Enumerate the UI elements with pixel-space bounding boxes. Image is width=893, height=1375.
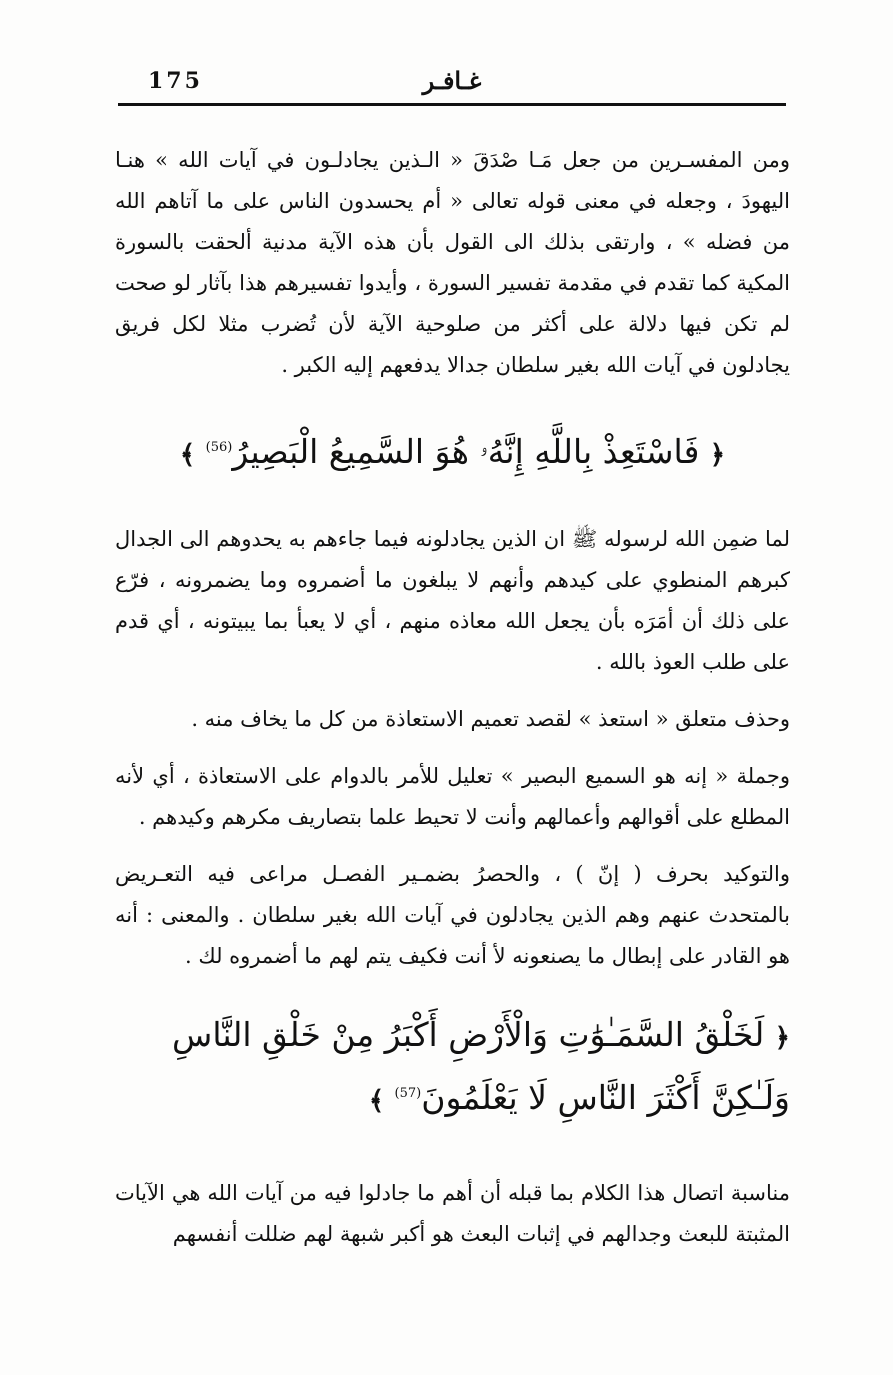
paragraph-6: مناسبة اتصال هذا الكلام بما قبله أن أهم ما جادلوا فيه من آيات الله هي الآيات المثبتة للبعث وجدالهم في إثبات البعث هو أكبر شبهة لهم ضللت أنفسهم xyxy=(115,1181,790,1246)
page-header xyxy=(118,60,786,106)
verse-57 xyxy=(115,1007,790,1129)
paragraph-2: لما ضمِن الله لرسوله ﷺ ان الذين يجادلونه فيما جاءهم به يحدوهم الى الجدال كبرهم المنطوي على كيدهم وأنهم لا يبلغون ما أضمروه وما يضمرونه ، فرّع على ذلك أن أمَرَه بأن يجعل الله معاذه منهم ، أي لا يعبأ بما يبيتونه ، أي قدم على طلب العوذ بالله . xyxy=(115,527,790,674)
paragraph-3: وحذف متعلق « استعذ » لقصد تعميم الاستعاذة من كل ما يخاف منه . xyxy=(191,707,790,731)
page-number: 175 xyxy=(148,68,203,94)
header-rule xyxy=(118,103,786,106)
running-title: غـافـر xyxy=(422,66,482,95)
verse-open-bracket: ﴿ xyxy=(709,440,726,470)
verse-footnote-number: (56) xyxy=(205,440,233,455)
verse-close-bracket: ﴾ xyxy=(179,440,196,470)
verse-close-bracket: ﴾ xyxy=(368,1086,385,1116)
paragraph-5: والتوكيد بحرف ( إنّ ) ، والحصرُ بضمـير الفصـل مراعى فيه التعـريض بالمتحدث عنهم وهم الذين يجادلون في آيات الله بغير سلطان . والمعنى : أنه هو القادر على إبطال ما يصنعونه لأ أنت فكيف يتم لهم ما أضمروه لك . xyxy=(115,862,790,968)
page-body xyxy=(115,140,790,1271)
verse-56 xyxy=(115,420,790,483)
paragraph-1: ومن المفسـرين من جعل مَـا صْدَقَ « الـذين يجادلـون في آيات الله » هنـا اليهودَ ، وجعله في معنى قوله تعالى « أم يحسدون الناس على ما آتاهم الله من فضله » ، وارتقى بذلك الى القول بأن هذه الآية مدنية ألحقت بالسورة المكية كما تقدم في مقدمة تفسير السورة ، وأيدوا تفسيرهم هذا بآثار لو صحت لم تكن فيها دلالة على أكثر من صلوحية الآية لأن تُضرب مثلا لكل فريق يجادلون في آيات الله بغير سلطان جدالا يدفعهم إليه الكبر . xyxy=(115,148,790,377)
verse-text: لَخَلْقُ السَّمَـٰوَٰتِ وَالْأَرْضِ أَكْبَرُ مِنْ خَلْقِ النَّاسِ وَلَـٰكِنَّ أَكْثَرَ النَّاسِ لَا يَعْلَمُونَ xyxy=(172,1015,790,1117)
verse-text: فَاسْتَعِذْ بِاللَّهِ إِنَّهُۥ هُوَ السَّمِيعُ الْبَصِيرُ xyxy=(232,432,700,471)
paragraph-4: وجملة « إنه هو السميع البصير » تعليل للأمر بالدوام على الاستعاذة ، أي لأنه المطلع على أقوالهم وأعمالهم وأنت لا تحيط علما بتصاريف مكرهم وكيدهم . xyxy=(115,764,790,829)
verse-open-bracket: ﴿ xyxy=(774,1023,790,1053)
verse-footnote-number: (57) xyxy=(394,1086,422,1101)
